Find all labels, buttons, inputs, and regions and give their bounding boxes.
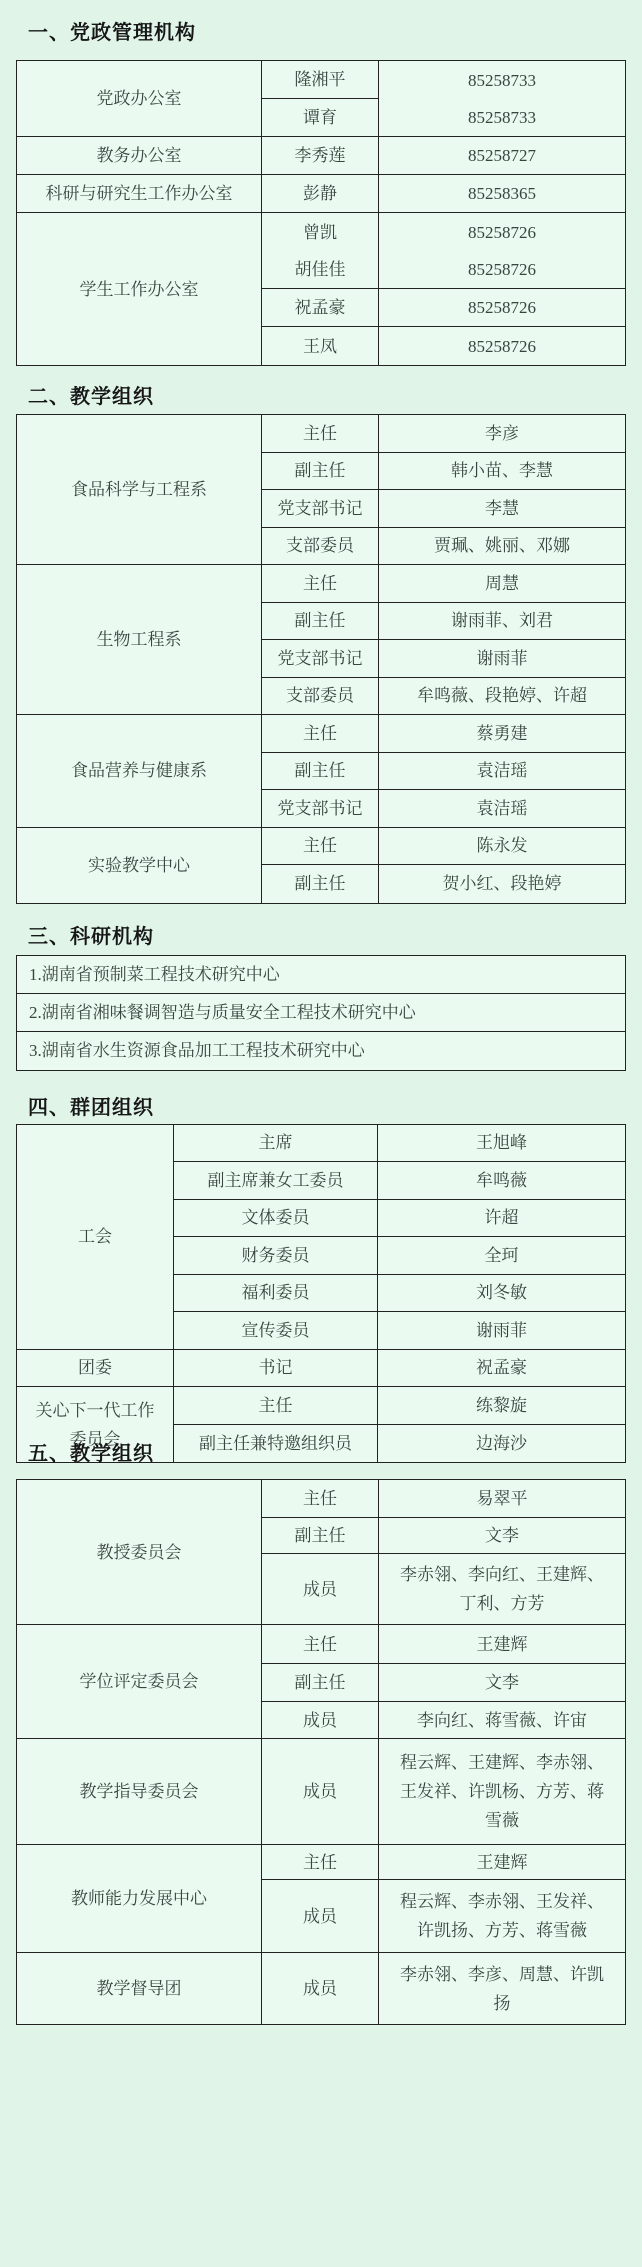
contact-name-cell: 彭静 [262, 175, 379, 213]
role-cell: 主任 [262, 1845, 379, 1880]
role-cell: 成员 [262, 1739, 379, 1845]
role-cell: 党支部书记 [262, 490, 379, 528]
person-names-cell: 王建辉 [379, 1625, 625, 1664]
role-cell: 副主席兼女工委员 [174, 1162, 378, 1200]
role-cell: 副主任兼特邀组织员 [174, 1425, 378, 1463]
person-names-cell: 李向红、蒋雪薇、许宙 [379, 1702, 625, 1739]
department-group-cell: 生物工程系 [17, 565, 262, 715]
person-names-cell: 陈永发 [379, 828, 625, 866]
committee-group-cell: 教学指导委员会 [17, 1739, 262, 1845]
office-group-cell: 教务办公室 [17, 137, 262, 175]
organization-group-cell: 工会 [17, 1125, 174, 1350]
contact-phone-cell: 85258365 [379, 175, 625, 213]
department-group-cell: 食品营养与健康系 [17, 715, 262, 828]
role-cell: 主任 [262, 715, 379, 753]
role-cell: 副主任 [262, 753, 379, 791]
contact-phone-cell: 85258726 [468, 336, 536, 356]
office-group-cell: 党政办公室 [17, 61, 262, 137]
role-cell: 副主任 [262, 453, 379, 491]
role-cell: 主任 [262, 1480, 379, 1518]
person-names-cell: 贺小红、段艳婷 [442, 874, 562, 894]
role-cell: 主任 [174, 1387, 378, 1425]
person-names-cell: 谢雨菲、刘君 [379, 603, 625, 641]
person-names-cell: 牟鸣薇、段艳婷、许超 [379, 678, 625, 716]
organization-group-cell: 关心下一代工作委员会 [17, 1387, 174, 1462]
role-cell: 成员 [262, 1880, 379, 1953]
role-cell: 主席 [174, 1125, 378, 1163]
person-names-cell: 周慧 [379, 565, 625, 603]
role-cell: 支部委员 [262, 678, 379, 716]
role-cell: 文体委员 [174, 1200, 378, 1238]
person-names-cell: 程云辉、李赤翎、王发祥、许凯扬、方芳、蒋雪薇 [379, 1880, 625, 1953]
role-cell: 主任 [262, 1625, 379, 1664]
committee-group-cell: 教师能力发展中心 [17, 1845, 262, 1953]
person-names-cell: 全珂 [378, 1237, 625, 1275]
mass-organizations-table [16, 1124, 626, 1464]
person-names-cell: 祝孟豪 [378, 1350, 625, 1388]
person-names-cell: 袁洁瑶 [379, 753, 625, 791]
role-cell: 财务委员 [174, 1237, 378, 1275]
section-1-heading: 一、党政管理机构 [28, 22, 196, 44]
role-cell: 宣传委员 [174, 1312, 378, 1350]
contact-phone-cell: 85258726 [379, 251, 625, 289]
person-names-cell: 谢雨菲 [378, 1312, 625, 1350]
research-center-item: 1.湖南省预制菜工程技术研究中心 [17, 956, 625, 994]
role-cell: 书记 [174, 1350, 378, 1388]
role-cell: 福利委员 [174, 1275, 378, 1313]
role-cell: 副主任 [262, 603, 379, 641]
contact-name-cell: 曾凯 [262, 213, 379, 251]
section-2-heading: 二、教学组织 [28, 386, 154, 408]
contact-name-cell: 祝孟豪 [262, 289, 379, 327]
committee-group-cell: 学位评定委员会 [17, 1625, 262, 1739]
section-3-heading: 三、科研机构 [28, 925, 154, 948]
section-5-heading: 五、教学组织 [28, 1443, 154, 1465]
role-cell: 主任 [262, 415, 379, 453]
research-center-item: 2.湖南省湘味餐调智造与质量安全工程技术研究中心 [17, 994, 625, 1032]
role-cell: 党支部书记 [262, 640, 379, 678]
person-names-cell: 文李 [379, 1664, 625, 1702]
contact-phone-cell: 85258727 [379, 137, 625, 175]
contact-phone-cell: 85258733 [379, 99, 625, 137]
person-names-cell: 文李 [379, 1518, 625, 1554]
contact-name-cell: 谭育 [262, 99, 379, 137]
contact-phone-cell: 85258733 [468, 70, 536, 90]
person-names-cell: 贾珮、姚丽、邓娜 [379, 528, 625, 566]
role-cell: 副主任 [262, 1518, 379, 1554]
person-names-cell: 李赤翎、李彦、周慧、许凯扬 [400, 1964, 604, 2013]
person-names-cell: 牟鸣薇 [378, 1162, 625, 1200]
person-names-cell: 边海沙 [476, 1433, 527, 1453]
contact-name-cell: 李秀莲 [262, 137, 379, 175]
contact-name-cell: 胡佳佳 [262, 251, 379, 289]
person-names-cell: 袁洁瑶 [379, 790, 625, 828]
organization-group-cell: 团委 [17, 1350, 174, 1388]
person-names-cell: 刘冬敏 [378, 1275, 625, 1313]
research-centers-table [16, 955, 626, 1071]
role-cell: 主任 [262, 565, 379, 603]
person-names-cell: 王旭峰 [378, 1125, 625, 1163]
department-group-cell: 食品科学与工程系 [17, 415, 262, 565]
committee-group-cell: 教授委员会 [17, 1480, 262, 1625]
research-center-item: 3.湖南省水生资源食品加工工程技术研究中心 [29, 1041, 365, 1060]
section-4-heading: 四、群团组织 [28, 1096, 154, 1119]
teaching-departments-table [16, 414, 626, 904]
person-names-cell: 李赤翎、李向红、王建辉、丁利、方芳 [379, 1554, 625, 1625]
department-group-cell: 实验教学中心 [17, 828, 262, 903]
person-names-cell: 程云辉、王建辉、李赤翎、王发祥、许凯杨、方芳、蒋雪薇 [379, 1739, 625, 1845]
person-names-cell: 谢雨菲 [379, 640, 625, 678]
teaching-committees-table [16, 1479, 626, 2025]
contact-name-cell: 隆湘平 [262, 61, 379, 99]
role-cell: 成员 [262, 1953, 379, 2024]
person-names-cell: 练黎旋 [378, 1387, 625, 1425]
role-cell: 副主任 [262, 1664, 379, 1702]
role-cell: 支部委员 [262, 528, 379, 566]
role-cell: 成员 [262, 1702, 379, 1739]
contact-phone-cell: 85258726 [468, 222, 536, 242]
role-cell: 党支部书记 [262, 790, 379, 828]
person-names-cell: 李彦 [379, 415, 625, 453]
person-names-cell: 许超 [378, 1200, 625, 1238]
role-cell: 成员 [262, 1554, 379, 1625]
role-cell: 主任 [262, 828, 379, 866]
office-group-cell: 学生工作办公室 [17, 213, 262, 365]
person-names-cell: 易翠平 [379, 1480, 625, 1518]
contact-name-cell: 王凤 [262, 327, 379, 365]
person-names-cell: 王建辉 [379, 1845, 625, 1880]
role-cell: 副主任 [262, 865, 379, 903]
person-names-cell: 蔡勇建 [379, 715, 625, 753]
contact-phone-cell: 85258726 [379, 289, 625, 327]
person-names-cell: 李慧 [379, 490, 625, 528]
party-gov-offices-table [16, 60, 626, 366]
office-group-cell: 科研与研究生工作办公室 [17, 175, 262, 213]
committee-group-cell: 教学督导团 [17, 1953, 262, 2024]
person-names-cell: 韩小苗、李慧 [379, 453, 625, 491]
